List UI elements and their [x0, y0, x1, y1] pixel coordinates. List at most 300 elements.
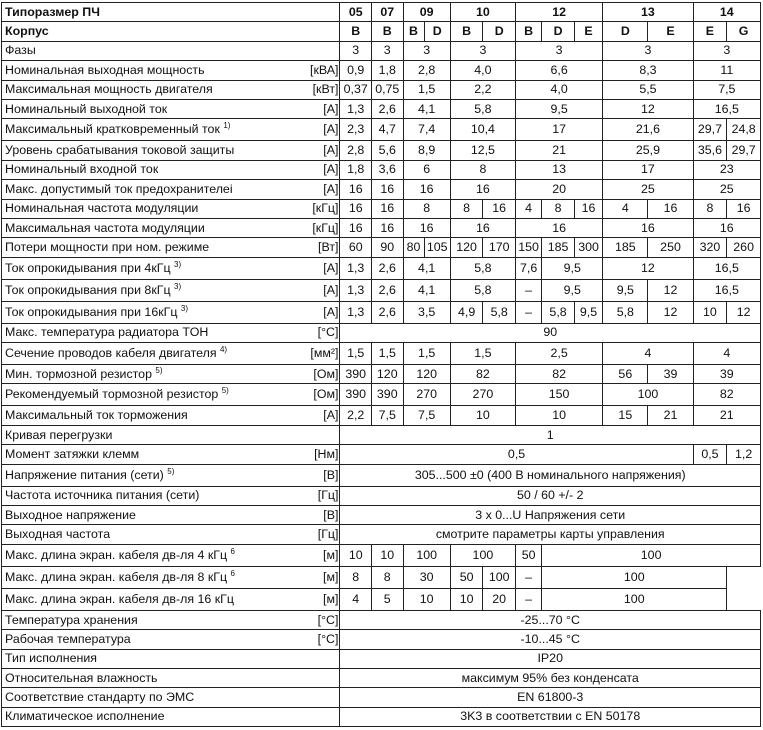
unit-label: [A] — [323, 181, 339, 196]
label-text: Напряжение питания (сети) — [5, 467, 164, 482]
value-cell: 90 — [340, 323, 761, 342]
value-cell: 10 — [515, 406, 602, 425]
value-cell: 1,2 — [727, 445, 761, 464]
value-cell: смотрите параметры карты управления — [340, 525, 761, 544]
table-row — [2, 160, 761, 179]
row-label-cable-len-8k — [2, 566, 340, 588]
housing-cell: E — [693, 22, 727, 41]
housing-cell: D — [424, 22, 450, 41]
value-cell: 6 — [403, 160, 450, 179]
table-row — [2, 668, 761, 687]
value-cell: 5 — [371, 588, 403, 610]
row-label-work-temp — [2, 630, 340, 649]
row-label-max-mod-freq — [2, 218, 340, 237]
row-label-overload-curve — [2, 425, 340, 444]
unit-label: [Гц] — [317, 527, 339, 542]
table-row — [2, 301, 761, 323]
value-cell: 9,5 — [603, 279, 648, 301]
value-cell: 16 — [340, 218, 372, 237]
table-row — [2, 218, 761, 237]
value-cell: 120 — [403, 365, 450, 384]
value-cell: 2,6 — [371, 301, 403, 323]
value-cell: 16 — [450, 180, 515, 199]
unit-label: [°C] — [317, 631, 339, 646]
row-label-storage-temp — [2, 610, 340, 629]
table-row — [2, 688, 761, 707]
footnote-mark: 3) — [174, 281, 182, 291]
value-cell: IP20 — [340, 649, 761, 668]
row-label-max-fuse — [2, 180, 340, 199]
table-row — [2, 279, 761, 301]
table-row — [2, 61, 761, 80]
table-row — [2, 630, 761, 649]
unit-label: [A] — [323, 408, 339, 423]
value-cell: 80 — [403, 238, 424, 257]
value-cell: 100 — [542, 588, 727, 610]
row-label-cable-section — [2, 343, 340, 365]
value-cell: 82 — [515, 365, 602, 384]
unit-label: [A] — [323, 282, 339, 297]
value-cell: 1,8 — [340, 160, 372, 179]
value-cell: 4 — [693, 343, 760, 365]
value-cell: 1,3 — [340, 279, 372, 301]
value-cell: 8 — [693, 199, 727, 218]
value-cell: 25,9 — [603, 141, 693, 160]
value-cell: 82 — [693, 384, 760, 406]
value-cell: 1,8 — [371, 61, 403, 80]
unit-label: [°C] — [317, 612, 339, 627]
label-text: Частота источника питания (сети) — [5, 488, 200, 503]
unit-label: [A] — [323, 101, 339, 116]
row-label-power-loss — [2, 238, 340, 257]
value-cell: 1,3 — [340, 301, 372, 323]
label-text: Макс. длина экран. кабеля дв-ля 4 кГц — [5, 547, 228, 562]
value-cell: 4 — [515, 199, 541, 218]
table-row — [2, 566, 761, 588]
housing-cell: D — [603, 22, 648, 41]
label-text: Кривая перегрузки — [5, 427, 113, 442]
value-cell: 100 — [542, 566, 727, 588]
value-cell: 170 — [483, 238, 516, 257]
value-cell: 2,5 — [515, 343, 602, 365]
value-cell: 5,8 — [450, 257, 515, 279]
value-cell: 29,7 — [693, 119, 727, 141]
value-cell: 9,5 — [574, 301, 602, 323]
unit-label: [Вт] — [318, 239, 339, 254]
value-cell: 16,5 — [693, 257, 760, 279]
value-cell: 1,3 — [340, 99, 372, 118]
value-cell: 24,8 — [727, 119, 761, 141]
value-cell: 21 — [648, 406, 693, 425]
size-header: 09 — [403, 3, 450, 22]
label-text: Температура хранения — [5, 612, 138, 627]
label-text: Номинальная выходная мощность — [5, 62, 205, 77]
value-cell: 1,5 — [340, 343, 372, 365]
size-header: 10 — [450, 3, 515, 22]
table-row — [2, 180, 761, 199]
value-cell: – — [515, 301, 541, 323]
value-cell: 12 — [648, 301, 693, 323]
value-cell: 20 — [483, 588, 516, 610]
footnote-mark: 5) — [167, 466, 175, 476]
value-cell: 7,5 — [403, 406, 450, 425]
unit-label: [A] — [323, 143, 339, 158]
value-cell: 50 — [450, 566, 483, 588]
row-label-torque — [2, 445, 340, 464]
row-label-nom-in-current — [2, 160, 340, 179]
value-cell: 16 — [450, 218, 515, 237]
size-header: 07 — [371, 3, 403, 22]
label-text: Тип исполнения — [5, 651, 97, 666]
row-label-max-motor-power — [2, 80, 340, 99]
unit-label: [В] — [323, 507, 339, 522]
row-label-humidity — [2, 668, 340, 687]
housing-cell: B — [450, 22, 483, 41]
label-text: Климатическое исполнение — [5, 709, 165, 724]
value-cell: 3 — [693, 41, 760, 60]
value-cell: 8 — [403, 199, 450, 218]
row-label-max-heatsink-temp — [2, 323, 340, 342]
value-cell: 35,6 — [693, 141, 727, 160]
table-row — [2, 99, 761, 118]
label-text: Ток опрокидывания при 16кГц — [5, 304, 178, 319]
unit-label: [A] — [323, 260, 339, 275]
unit-label: [м] — [323, 547, 339, 562]
value-cell: 0,9 — [340, 61, 372, 80]
value-cell: 0,5 — [340, 445, 693, 464]
housing-cell: B — [340, 22, 372, 41]
value-cell: 5,8 — [450, 99, 515, 118]
value-cell: 3 — [603, 41, 693, 60]
value-cell: 16 — [403, 180, 450, 199]
value-cell: 4,0 — [515, 80, 602, 99]
value-cell: 3 — [371, 41, 403, 60]
value-cell: 7,5 — [371, 406, 403, 425]
value-cell: 390 — [371, 384, 403, 406]
value-cell: 3 — [403, 41, 450, 60]
row-label-out-freq — [2, 525, 340, 544]
value-cell: EN 61800-3 — [340, 688, 761, 707]
unit-label: [кВт] — [312, 82, 339, 97]
value-cell: 4,9 — [450, 301, 483, 323]
value-cell: – — [515, 566, 541, 588]
value-cell: 12 — [648, 279, 693, 301]
value-cell: 15 — [603, 406, 648, 425]
label-text: Номинальная частота модуляции — [5, 201, 199, 216]
value-cell: 1,5 — [403, 80, 450, 99]
value-cell: 16 — [648, 199, 693, 218]
value-cell: – — [515, 588, 541, 610]
row-label-supply-voltage — [2, 464, 340, 486]
value-cell: 16,5 — [693, 99, 760, 118]
value-cell: 5,8 — [483, 301, 516, 323]
value-cell: 8 — [450, 160, 515, 179]
value-cell: 185 — [603, 238, 648, 257]
value-cell: 150 — [515, 238, 541, 257]
value-cell: 16 — [603, 218, 693, 237]
row-label-phases — [2, 41, 340, 60]
value-cell: 100 — [450, 544, 515, 566]
value-cell: 250 — [648, 238, 693, 257]
row-label-supply-freq — [2, 486, 340, 505]
value-cell: – — [515, 279, 541, 301]
value-cell: 12,5 — [450, 141, 515, 160]
label-text: Уровень срабатывания токовой защиты — [5, 143, 235, 158]
value-cell: 1,5 — [450, 343, 515, 365]
value-cell: 10 — [371, 544, 403, 566]
size-header: 13 — [603, 3, 693, 22]
value-cell: 21 — [515, 141, 602, 160]
value-cell: 3 x 0...U Напряжения сети — [340, 506, 761, 525]
label-text: Рекомендуемый тормозной резистор — [5, 387, 219, 402]
value-cell: 4,1 — [403, 279, 450, 301]
value-cell: 30 — [403, 566, 450, 588]
value-cell: 16 — [340, 180, 372, 199]
value-cell: 16 — [515, 218, 602, 237]
value-cell: 4 — [603, 199, 648, 218]
value-cell: 7,6 — [515, 257, 541, 279]
label-text: Макс. длина экран. кабеля дв-ля 8 кГц — [5, 569, 228, 584]
value-cell: 390 — [340, 365, 372, 384]
table-row — [2, 425, 761, 444]
table-row — [2, 506, 761, 525]
value-cell: 1 — [340, 425, 761, 444]
row-label-nom-out-current — [2, 99, 340, 118]
value-cell: 10 — [693, 301, 727, 323]
row-label-climate — [2, 707, 340, 726]
label-text: Макс. допустимый ток предохранителеі — [5, 181, 233, 196]
value-cell: 2,2 — [340, 406, 372, 425]
table-row — [2, 464, 761, 486]
value-cell: 29,7 — [727, 141, 761, 160]
housing-cell: B — [371, 22, 403, 41]
value-cell: 16 — [371, 180, 403, 199]
label-text: Относительная влажность — [5, 670, 158, 685]
value-cell: 3K3 в соответствии с EN 50178 — [340, 707, 761, 726]
label-text: Максимальный кратковременный ток — [5, 122, 220, 137]
value-cell: 9,5 — [542, 279, 603, 301]
value-cell: 50 — [515, 544, 541, 566]
housing-cell: B — [515, 22, 541, 41]
value-cell: 270 — [450, 384, 515, 406]
value-cell: 4 — [340, 588, 372, 610]
row-label-emc — [2, 688, 340, 707]
value-cell: 4,7 — [371, 119, 403, 141]
value-cell: 16 — [371, 218, 403, 237]
row-label-cable-len-4k — [2, 544, 340, 566]
label-text: Соответствие стандарту по ЭМС — [5, 690, 195, 705]
value-cell: 260 — [727, 238, 761, 257]
spec-table — [1, 2, 761, 727]
value-cell: 6,6 — [515, 61, 602, 80]
value-cell: 16 — [727, 199, 761, 218]
label-text: Макс. длина экран. кабеля дв-ля 16 кГц — [5, 591, 234, 606]
table-row — [2, 323, 761, 342]
unit-label: [кВА] — [310, 62, 339, 77]
table-row — [2, 486, 761, 505]
unit-label: [В] — [323, 467, 339, 482]
row-label-protection — [2, 649, 340, 668]
value-cell: 20 — [515, 180, 602, 199]
value-cell: 5,8 — [450, 279, 515, 301]
table-row — [2, 141, 761, 160]
footnote-mark: 6 — [230, 546, 235, 556]
value-cell: 2,8 — [340, 141, 372, 160]
table-row — [2, 384, 761, 406]
value-cell: 16 — [403, 218, 450, 237]
label-text: Макс. температура радиатора TOH — [5, 325, 209, 340]
value-cell: 390 — [340, 384, 372, 406]
value-cell: 2,3 — [340, 119, 372, 141]
value-cell: -25...70 °C — [340, 610, 761, 629]
value-cell: 8,3 — [603, 61, 693, 80]
value-cell: 4,1 — [403, 99, 450, 118]
value-cell: 12 — [603, 257, 693, 279]
unit-label: [A] — [323, 122, 339, 137]
table-row — [2, 80, 761, 99]
value-cell: 39 — [648, 365, 693, 384]
value-cell: 100 — [483, 566, 516, 588]
label-text: Максимальная частота модуляции — [5, 220, 205, 235]
value-cell: 8 — [450, 199, 483, 218]
row-label-cable-len-16k — [2, 588, 340, 610]
table-row — [2, 365, 761, 384]
value-cell: 5,8 — [603, 301, 648, 323]
value-cell: 1,5 — [371, 343, 403, 365]
footnote-mark: 6 — [230, 568, 235, 578]
value-cell: 25 — [693, 180, 760, 199]
value-cell: 1,3 — [340, 257, 372, 279]
label-text: Максимальная мощность двигателя — [5, 82, 213, 97]
value-cell: 9,5 — [515, 99, 602, 118]
row-label-oc-16k — [2, 301, 340, 323]
value-cell: 39 — [693, 365, 760, 384]
unit-label: [A] — [323, 304, 339, 319]
value-cell: 2,6 — [371, 279, 403, 301]
table-row — [2, 257, 761, 279]
label-text: Номинальный входной ток — [5, 162, 159, 177]
label-text: Рабочая температура — [5, 631, 131, 646]
value-cell: 10 — [450, 406, 515, 425]
value-cell: 3,5 — [403, 301, 450, 323]
value-cell: 56 — [603, 365, 648, 384]
value-cell: 10,4 — [450, 119, 515, 141]
size-header: 05 — [340, 3, 372, 22]
label-text: Потери мощности при ном. режиме — [5, 239, 210, 254]
value-cell: 0,75 — [371, 80, 403, 99]
value-cell: 3 — [340, 41, 372, 60]
footnote-mark: 3) — [174, 259, 182, 269]
housing-cell: D — [542, 22, 575, 41]
value-cell: 0,5 — [693, 445, 727, 464]
value-cell: 90 — [371, 238, 403, 257]
value-cell: 23 — [693, 160, 760, 179]
housing-label: Корпус — [2, 22, 340, 41]
value-cell: 12 — [727, 301, 761, 323]
unit-label: [м] — [323, 591, 339, 606]
value-cell: 21,6 — [603, 119, 693, 141]
label-text: Выходная частота — [5, 527, 111, 542]
value-cell: 5,8 — [542, 301, 575, 323]
housing-cell: G — [727, 22, 761, 41]
table-row — [2, 406, 761, 425]
value-cell: 16 — [574, 199, 602, 218]
row-label-trip-level — [2, 141, 340, 160]
value-cell: 150 — [515, 384, 602, 406]
unit-label: [Ом] — [313, 366, 339, 381]
value-cell: 10 — [340, 544, 372, 566]
label-text: Фазы — [5, 43, 36, 58]
table-row — [2, 41, 761, 60]
value-cell: 105 — [424, 238, 450, 257]
value-cell: 17 — [603, 160, 693, 179]
housing-cell: E — [648, 22, 693, 41]
value-cell: 7,4 — [403, 119, 450, 141]
value-cell: 320 — [693, 238, 727, 257]
table-row — [2, 445, 761, 464]
value-cell: 16 — [340, 199, 372, 218]
value-cell: 13 — [515, 160, 602, 179]
value-cell: 8 — [371, 566, 403, 588]
value-cell: 8,9 — [403, 141, 450, 160]
value-cell: 3 — [450, 41, 515, 60]
unit-label: [Гц] — [317, 488, 339, 503]
value-cell: 100 — [403, 544, 450, 566]
housing-cell: B — [403, 22, 424, 41]
row-label-oc-8k — [2, 279, 340, 301]
value-cell: 8 — [340, 566, 372, 588]
value-cell: 305...500 ±0 (400 В номинального напряжения) — [340, 464, 761, 486]
value-cell: 5,6 — [371, 141, 403, 160]
value-cell: 2,6 — [371, 257, 403, 279]
unit-label: [кГц] — [312, 220, 339, 235]
value-cell: 60 — [340, 238, 372, 257]
value-cell: 16 — [371, 199, 403, 218]
value-cell: 25 — [603, 180, 693, 199]
label-text: Максимальный ток торможения — [5, 408, 188, 423]
value-cell: 10 — [450, 588, 483, 610]
table-row — [2, 707, 761, 726]
value-cell: 12 — [603, 99, 693, 118]
row-label-out-voltage — [2, 506, 340, 525]
value-cell: 50 / 60 +/- 2 — [340, 486, 761, 505]
value-cell: 120 — [371, 365, 403, 384]
value-cell: 1,5 — [403, 343, 450, 365]
value-cell: 185 — [542, 238, 575, 257]
label-text: Ток опрокидывания при 8кГц — [5, 282, 171, 297]
row-label-nom-out-power — [2, 61, 340, 80]
unit-label: [м] — [323, 569, 339, 584]
table-row — [2, 238, 761, 257]
value-cell: 3,6 — [371, 160, 403, 179]
row-label-rec-brake-res — [2, 384, 340, 406]
table-row — [2, 610, 761, 629]
size-header: 12 — [515, 3, 602, 22]
label-text: Мин. тормозной резистор — [5, 366, 152, 381]
unit-label: [°C] — [317, 325, 339, 340]
label-text: Номинальный выходной ток — [5, 101, 168, 116]
value-cell: 4,1 — [403, 257, 450, 279]
table-row — [2, 525, 761, 544]
value-cell: 300 — [574, 238, 602, 257]
footnote-mark: 5) — [221, 386, 229, 396]
footnote-mark: 5) — [155, 365, 163, 375]
value-cell: 4 — [603, 343, 693, 365]
value-cell: 16,5 — [693, 279, 760, 301]
table-row — [2, 544, 761, 566]
housing-cell: E — [574, 22, 602, 41]
row-label-nom-mod-freq — [2, 199, 340, 218]
